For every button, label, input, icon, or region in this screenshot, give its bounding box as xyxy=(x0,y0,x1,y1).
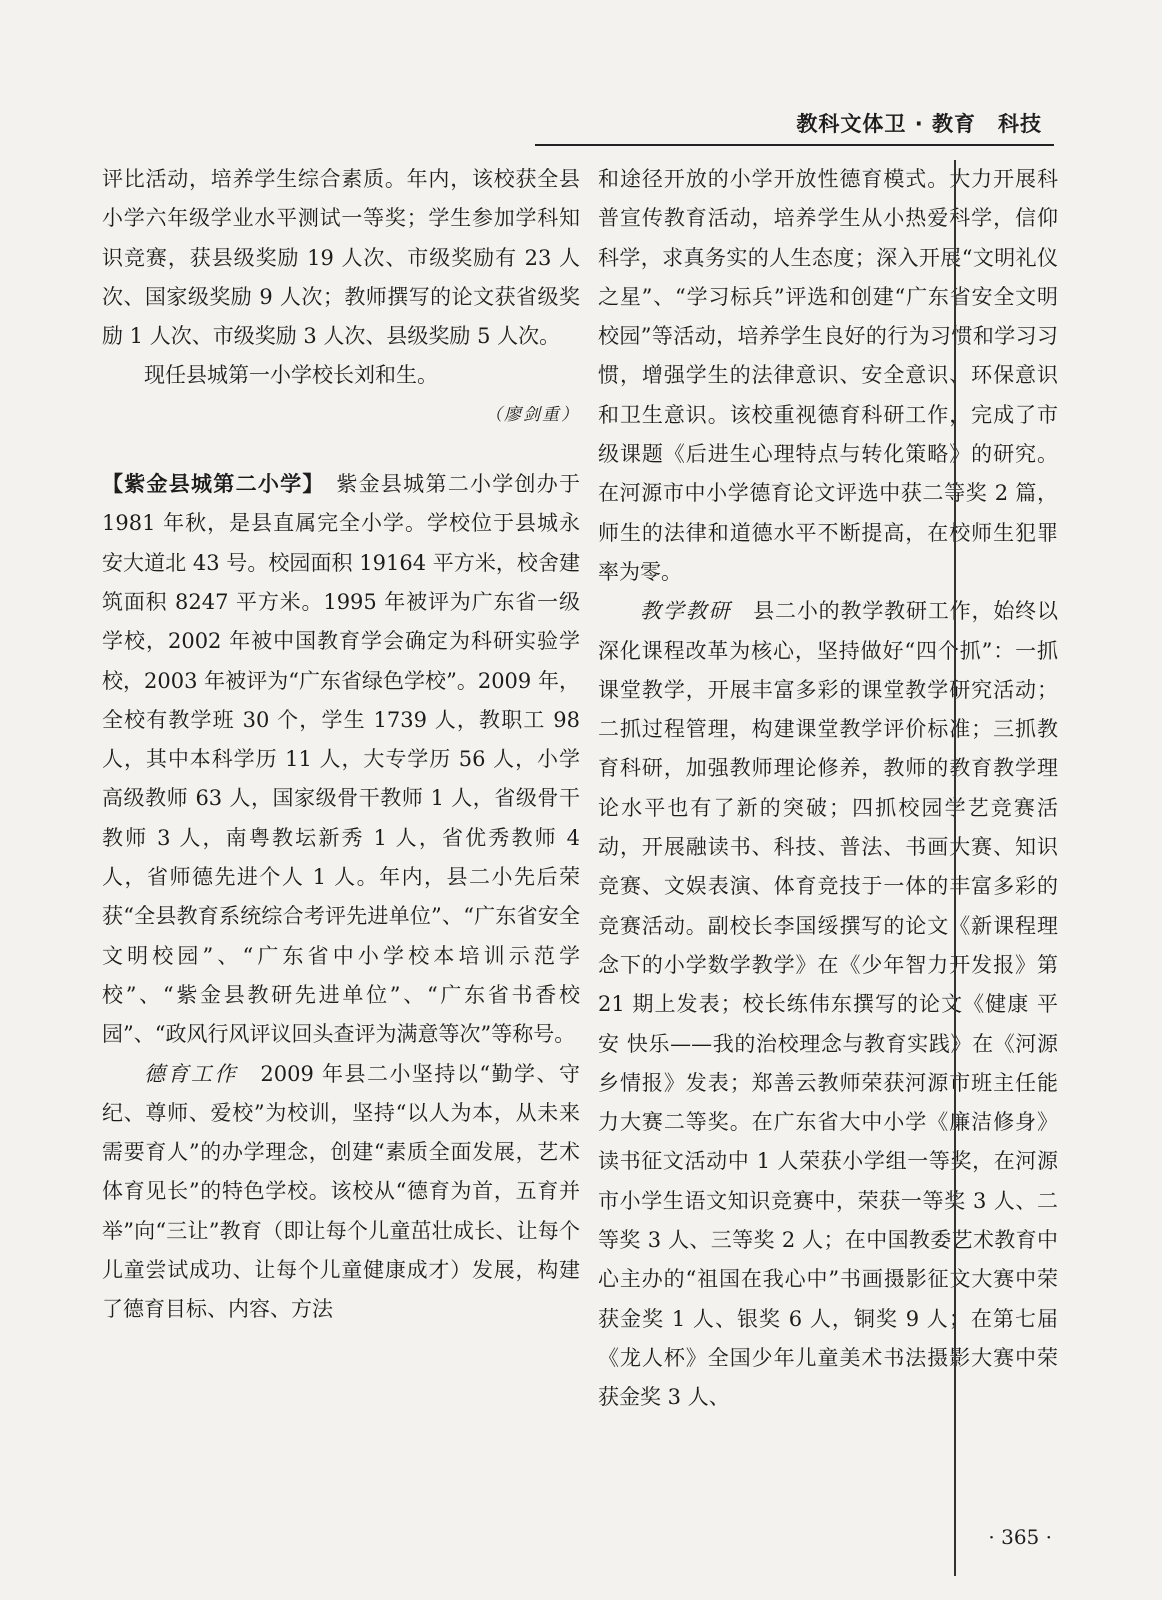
header-rule xyxy=(535,144,1054,146)
paragraph-continuation: 评比活动，培养学生综合素质。年内，该校获全县小学六年级学业水平测试一等奖；学生参加学科知识竞赛，获县级奖励 19 人次、市级奖励有 23 人次、国家级奖励 9 人次；教师撰写的论文获省级奖励 1 人次、市级奖励 3 人次、县级奖励 5 人次。 xyxy=(102,167,580,349)
moral-education-paragraph xyxy=(102,1055,580,1330)
scan-fold-line xyxy=(954,160,956,1576)
running-header xyxy=(720,104,1042,136)
entry-text: 紫金县城第二小学创办于 1981 年秋，是县直属完全小学。学校位于县城永安大道北 43 号。校园面积 19164 平方米，校舍建筑面积 8247 平方米。1995 年被评为广东省一级学校，2002 年被中国教育学会确定为科研实验学校，2003 年被评为“广东省绿色学校”。2009 年，全校有教学班 30 个，学生 1739 人，教职工 98 人，其中本科学历 11 人，大专学历 56 人，小学高级教师 63 人，国家级骨干教师 1 人，省级骨干教师 3 人，南粤教坛新秀 1 人，省优秀教师 4 人，省师德先进个人 1 人。年内，县二小先后荣获“全县教育系统综合考评先进单位”、“广东省安全文明校园”、“广东省中小学校本培训示范学校”、“紫金县教研先进单位”、“广东省书香校园”、“政风行风评议回头查评为满意等次”等称号。 xyxy=(102,472,581,1047)
subheading-moral: 德育工作 xyxy=(144,1061,238,1086)
entry-title: 【紫金县城第二小学】 xyxy=(102,472,315,497)
school-entry xyxy=(102,465,580,1054)
teaching-text: 县二小的教学教研工作，始终以深化课程改革为核心，坚持做好“四个抓”：一抓课堂教学，开展丰富多彩的课堂教学研究活动；二抓过程管理，构建课堂教学评价标准；三抓教育科研，加强教师理论修养，教师的教育教学理论水平也有了新的突破；四抓校园学艺竞赛活动，开展融读书、科技、普法、书画大赛、知识竞赛、文娱表演、体育竞技于一体的丰富多彩的竞赛活动。副校长李国绥撰写的论文《新课程理念下的小学数学教学》在《少年智力开发报》第 21 期上发表；校长练伟东撰写的论文《健康 平安 快乐——我的治校理念与教育实践》在《河源乡情报》发表；郑善云教师荣获河源市班主任能力大赛二等奖。在广东省大中小学《廉洁修身》读书征文活动中 1 人荣获小学组一等奖，在河源市小学生语文知识竞赛中，荣获一等奖 3 人、二等奖 3 人、三等奖 2 人；在中国教委艺术教育中心主办的“祖国在我心中”书画摄影征文大赛中荣获金奖 1 人、银奖 6 人，铜奖 9 人；在第七届《龙人杯》全国少年儿童美术书法摄影大赛中荣获金奖 3 人、 xyxy=(598,599,1059,1410)
page-number: · 365 · xyxy=(988,1525,1052,1549)
right-column xyxy=(598,160,1058,1418)
section-title: 教科文体卫 · 教育 科技 xyxy=(796,112,1042,136)
subheading-teaching: 教学教研 xyxy=(640,599,732,624)
paragraph-moral-continued: 和途径开放的小学开放性德育模式。大力开展科普宣传教育活动，培养学生从小热爱科学，信仰科学，求真务实的人生态度；深入开展“文明礼仪之星”、“学习标兵”评选和创建“广东省安全文明校园”等活动，培养学生良好的行为习惯和学习习惯，增强学生的法律意识、安全意识、环保意识和卫生意识。该校重视德育科研工作，完成了市级课题《后进生心理特点与转化策略》的研究。在河源市中小学德育论文评选中获二等奖 2 篇，师生的法律和道德水平不断提高，在校师生犯罪率为零。 xyxy=(598,167,1058,584)
moral-text: 2009 年县二小坚持以“勤学、守纪、尊师、爱校”为校训，坚持“以人为本，从未来需要育人”的办学理念，创建“素质全面发展，艺术体育见长”的特色学校。该校从“德育为首，五育并举”向“三让”教育（即让每个儿童茁壮成长、让每个儿童尝试成功、让每个儿童健康成才）发展，构建了德育目标、内容、方法 xyxy=(102,1061,581,1322)
teaching-research-paragraph xyxy=(598,592,1058,1417)
author-credit: （廖剑重） xyxy=(485,404,580,425)
paragraph-principal: 现任县城第一小学校长刘和生。 xyxy=(144,363,438,388)
left-column xyxy=(102,160,580,1330)
